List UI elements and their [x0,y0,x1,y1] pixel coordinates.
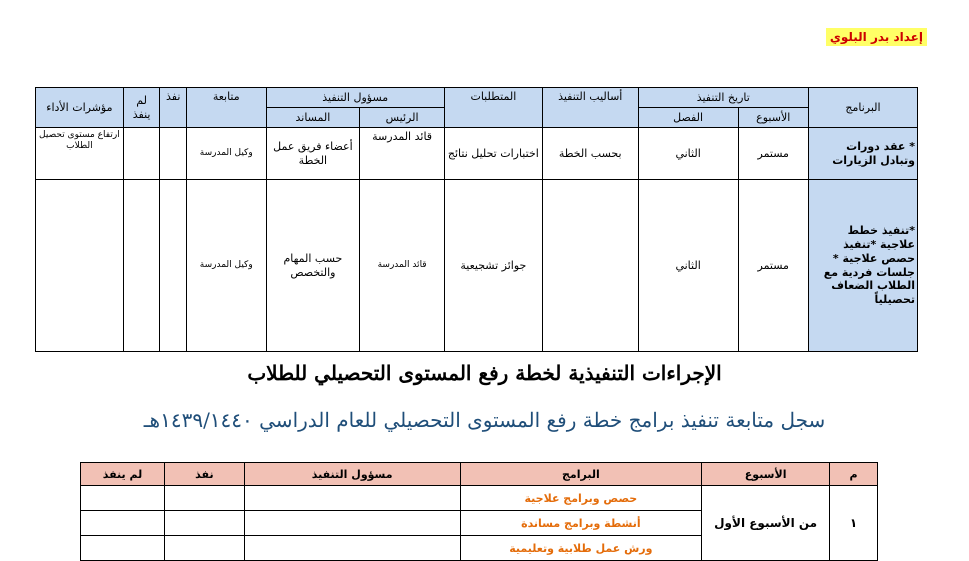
header-not-done: لم ينفذ [123,88,160,128]
header-requirements: المتطلبات [444,88,542,128]
cell-done [164,536,244,561]
cell-responsible [244,486,460,511]
header-week: الأسبوع [702,463,830,486]
cell-term: الثاني [638,128,738,180]
cell-num: ١ [830,486,878,561]
header-responsible: مسؤول التنفيذ [266,88,444,108]
header-assistant: المساند [266,108,360,128]
cell-not-done [123,180,160,352]
cell-follow-up: وكيل المدرسة [186,128,266,180]
author-credit: إعداد بدر البلوي [826,28,927,46]
cell-not-done [81,511,165,536]
cell-week: مستمر [738,180,808,352]
header-not-done: لم ينفذ [81,463,165,486]
cell-responsible [244,536,460,561]
cell-responsible [244,511,460,536]
header-main: الرئيس [360,108,445,128]
cell-main: قائد المدرسة [360,180,445,352]
cell-assistant: أعضاء فريق عمل الخطة [266,128,360,180]
header-done: نفذ [164,463,244,486]
cell-indicators: ارتفاع مستوى تحصيل الطلاب [36,128,124,180]
table-row [81,486,878,511]
cell-done [160,128,187,180]
header-num: م [830,463,878,486]
cell-term: الثاني [638,180,738,352]
cell-methods: بحسب الخطة [542,128,638,180]
page-title: الإجراءات التنفيذية لخطة رفع المستوى التحصيلي للطلاب [247,361,722,385]
cell-week: من الأسبوع الأول [702,486,830,561]
table-row [36,128,918,180]
cell-indicators [36,180,124,352]
header-done: نفذ [160,88,187,128]
cell-program: *تنفيذ خطط علاجية *تنفيذ حصص علاجية * جلسات فردية مع الطلاب الضعاف تحصيلياً [808,180,917,352]
cell-requirements: جوائز تشجيعية [444,180,542,352]
header-program: البرنامج [808,88,917,128]
header-indicators: مؤشرات الأداء [36,88,124,128]
page-subtitle: سجل متابعة تنفيذ برامج خطة رفع المستوى التحصيلي للعام الدراسي ١٤٣٩/١٤٤٠هـ [143,408,826,432]
cell-program: حصص وبرامج علاجية [460,486,702,511]
header-term: الفصل [638,108,738,128]
cell-not-done [123,128,160,180]
cell-follow-up: وكيل المدرسة [186,180,266,352]
cell-program: ورش عمل طلابية وتعليمية [460,536,702,561]
cell-not-done [81,536,165,561]
implementation-plan-table [35,87,918,352]
cell-program: أنشطة وبرامج مساندة [460,511,702,536]
cell-main: قائد المدرسة [360,128,445,180]
follow-up-record-table [80,462,878,561]
cell-methods [542,180,638,352]
cell-done [164,511,244,536]
table-row [36,180,918,352]
cell-assistant: حسب المهام والتخصص [266,180,360,352]
cell-not-done [81,486,165,511]
header-programs: البرامج [460,463,702,486]
cell-week: مستمر [738,128,808,180]
header-follow-up: متابعة [186,88,266,128]
header-week: الأسبوع [738,108,808,128]
header-methods: أساليب التنفيذ [542,88,638,128]
cell-requirements: اختبارات تحليل نتائج [444,128,542,180]
cell-program: * عقد دورات وتبادل الزيارات [808,128,917,180]
header-responsible: مسؤول التنفيذ [244,463,460,486]
cell-done [164,486,244,511]
cell-done [160,180,187,352]
header-exec-date: تاريخ التنفيذ [638,88,808,108]
